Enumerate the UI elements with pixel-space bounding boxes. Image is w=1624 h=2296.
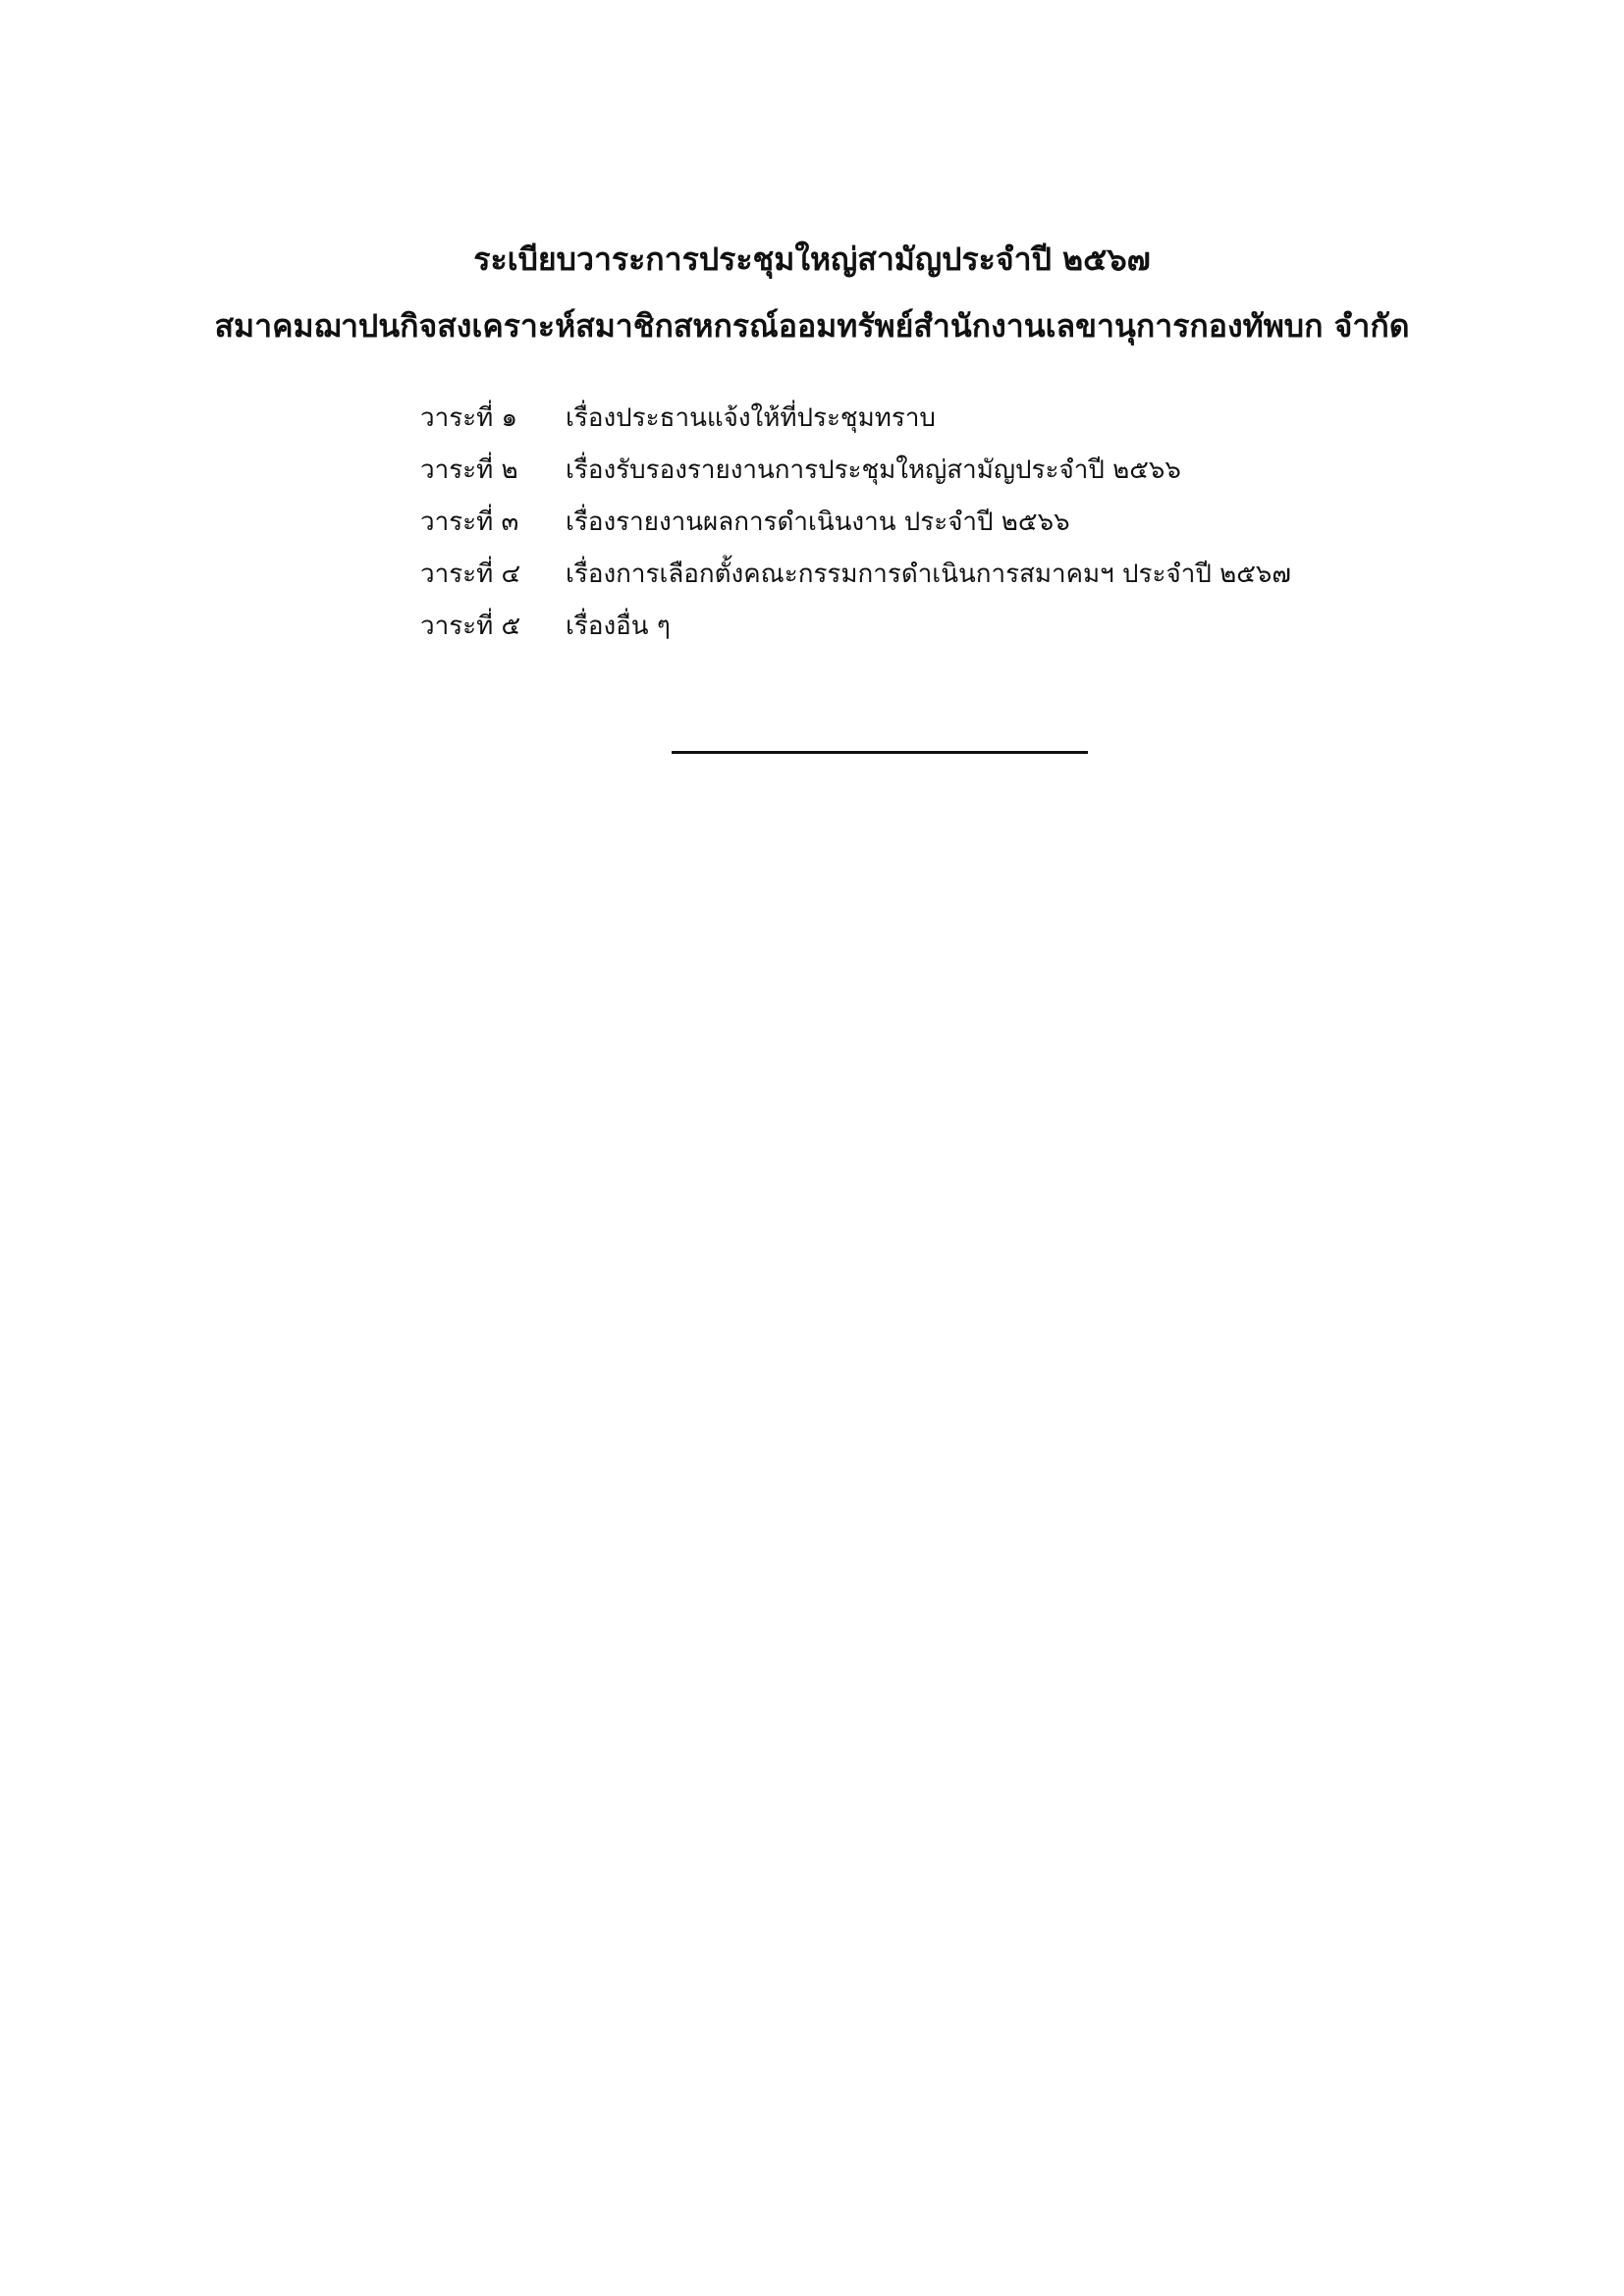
agenda-item xyxy=(420,601,1291,653)
agenda-item-label: วาระที่ ๕ xyxy=(420,612,521,641)
agenda-item xyxy=(420,549,1291,601)
agenda-item xyxy=(420,497,1291,549)
agenda-item-text: เรื่องประธานแจ้งให้ที่ประชุมทราบ xyxy=(566,403,936,433)
agenda-item xyxy=(420,445,1291,497)
agenda-item-label: วาระที่ ๓ xyxy=(420,507,519,537)
agenda-item-text: เรื่องอื่น ๆ xyxy=(566,612,671,641)
agenda-list xyxy=(420,393,1291,653)
page-title: ระเบียบวาระการประชุมใหญ่สามัญประจำปี ๒๕๖๗ xyxy=(473,240,1151,278)
agenda-item-label: วาระที่ ๔ xyxy=(420,560,521,589)
agenda-item-label: วาระที่ ๒ xyxy=(420,455,518,485)
organization-name: สมาคมฌาปนกิจสงเคราะห์สมาชิกสหกรณ์ออมทรัพย์สำนักงานเลขานุการกองทัพบก จำกัด xyxy=(214,307,1410,345)
agenda-item-text: เรื่องการเลือกตั้งคณะกรรมการดำเนินการสมาคมฯ ประจำปี ๒๕๖๗ xyxy=(566,560,1291,589)
agenda-item-label: วาระที่ ๑ xyxy=(420,403,518,433)
agenda-item-text: เรื่องรายงานผลการดำเนินงาน ประจำปี ๒๕๖๖ xyxy=(566,507,1070,537)
agenda-item-text: เรื่องรับรองรายงานการประชุมใหญ่สามัญประจำปี ๒๕๖๖ xyxy=(566,455,1181,485)
closing-divider xyxy=(672,751,1088,754)
agenda-item xyxy=(420,393,1291,445)
